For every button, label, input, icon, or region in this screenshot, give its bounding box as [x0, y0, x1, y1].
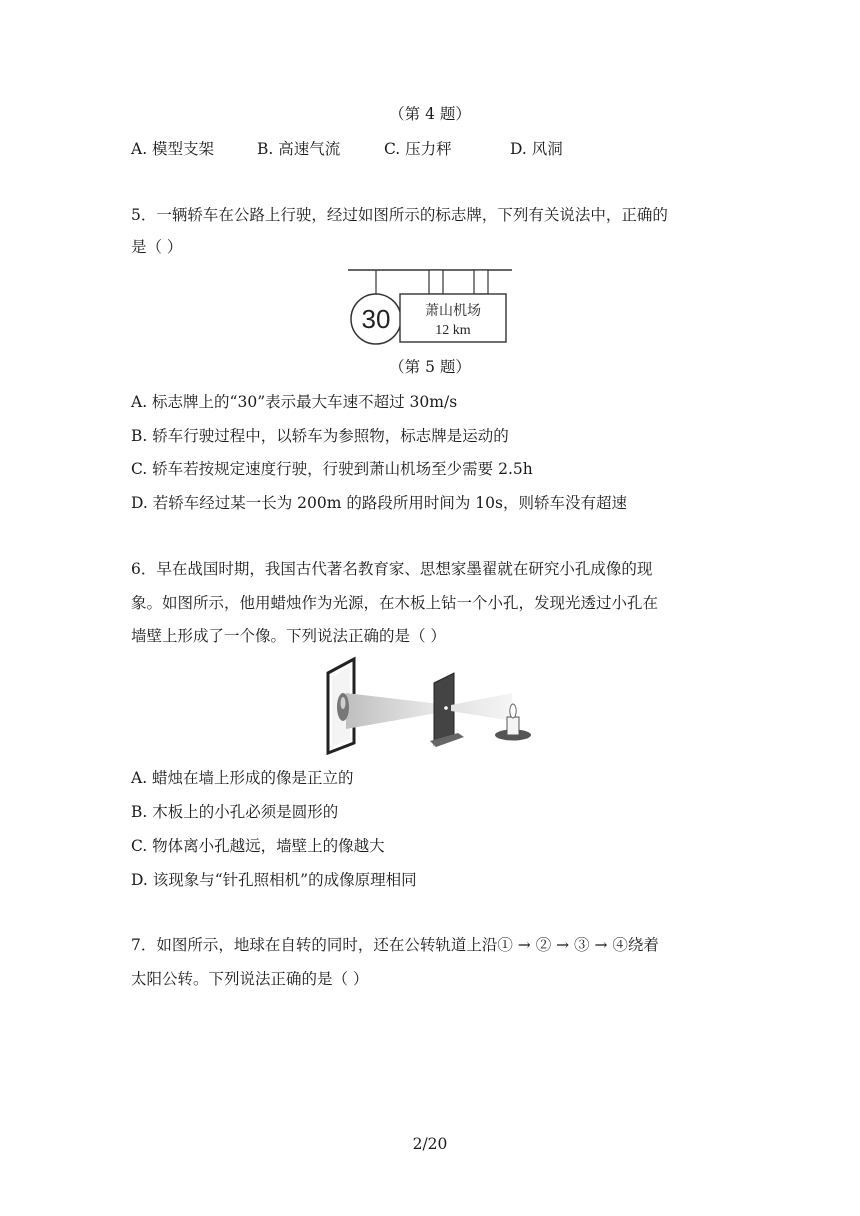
- q6-option-b: B. 木板上的小孔必须是圆形的: [131, 803, 339, 821]
- q4-options: [131, 139, 563, 159]
- q5-caption: （第 5 题）: [389, 358, 471, 376]
- q5-option-d: D. 若轿车经过某一长为 200m 的路段所用时间为 10s，则轿车没有超速: [131, 494, 627, 512]
- candle: [507, 717, 519, 735]
- sign-place-text: 萧山机场: [425, 303, 481, 319]
- q6-stem-line2: 象。如图所示，他用蜡烛作为光源，在木板上钻一个小孔，发现光透过小孔在: [131, 594, 659, 612]
- pinhole: [444, 706, 448, 710]
- q4-option-b: B. 高速气流: [257, 140, 341, 158]
- q6-option-d: D. 该现象与“针孔照相机”的成像原理相同: [131, 871, 417, 889]
- q5-option-a: A. 标志牌上的“30”表示最大车速不超过 30m/s: [131, 393, 458, 411]
- sign-speed-text: 30: [361, 304, 391, 334]
- q4-option-d: D. 风洞: [510, 140, 563, 158]
- q5-stem-line1: 5．一辆轿车在公路上行驶，经过如图所示的标志牌，下列有关说法中，正确的: [131, 206, 668, 224]
- page-number: 2/20: [412, 1135, 448, 1153]
- q6-stem-line3: 墙壁上形成了一个像。下列说法正确的是（ ）: [131, 627, 446, 645]
- q6-option-c: C. 物体离小孔越远，墙壁上的像越大: [131, 837, 385, 855]
- q7-stem-line2: 太阳公转。下列说法正确的是（ ）: [131, 970, 369, 988]
- q6-option-a: A. 蜡烛在墙上形成的像是正立的: [131, 769, 354, 787]
- q5-option-b: B. 轿车行驶过程中，以轿车为参照物，标志牌是运动的: [131, 427, 509, 445]
- q4-option-c: C. 压力秤: [384, 140, 452, 158]
- sign-distance-text: 12 km: [435, 323, 471, 338]
- candle-flame: [510, 704, 516, 718]
- q6-stem-line1: 6．早在战国时期，我国古代著名教育家、思想家墨翟就在研究小孔成像的现: [131, 560, 653, 578]
- q7-stem-line1: 7．如图所示，地球在自转的同时，还在公转轨道上沿① → ② → ③ → ④绕着: [131, 936, 659, 954]
- q5-sign-figure: [340, 262, 520, 347]
- q5-option-c: C. 轿车若按规定速度行驶，行驶到萧山机场至少需要 2.5h: [131, 460, 533, 478]
- q4-caption: （第 4 题）: [389, 105, 471, 123]
- q5-stem-line2: 是（ ）: [131, 238, 183, 256]
- q4-option-a: A. 模型支架: [131, 140, 215, 158]
- q6-pinhole-figure: [326, 655, 536, 755]
